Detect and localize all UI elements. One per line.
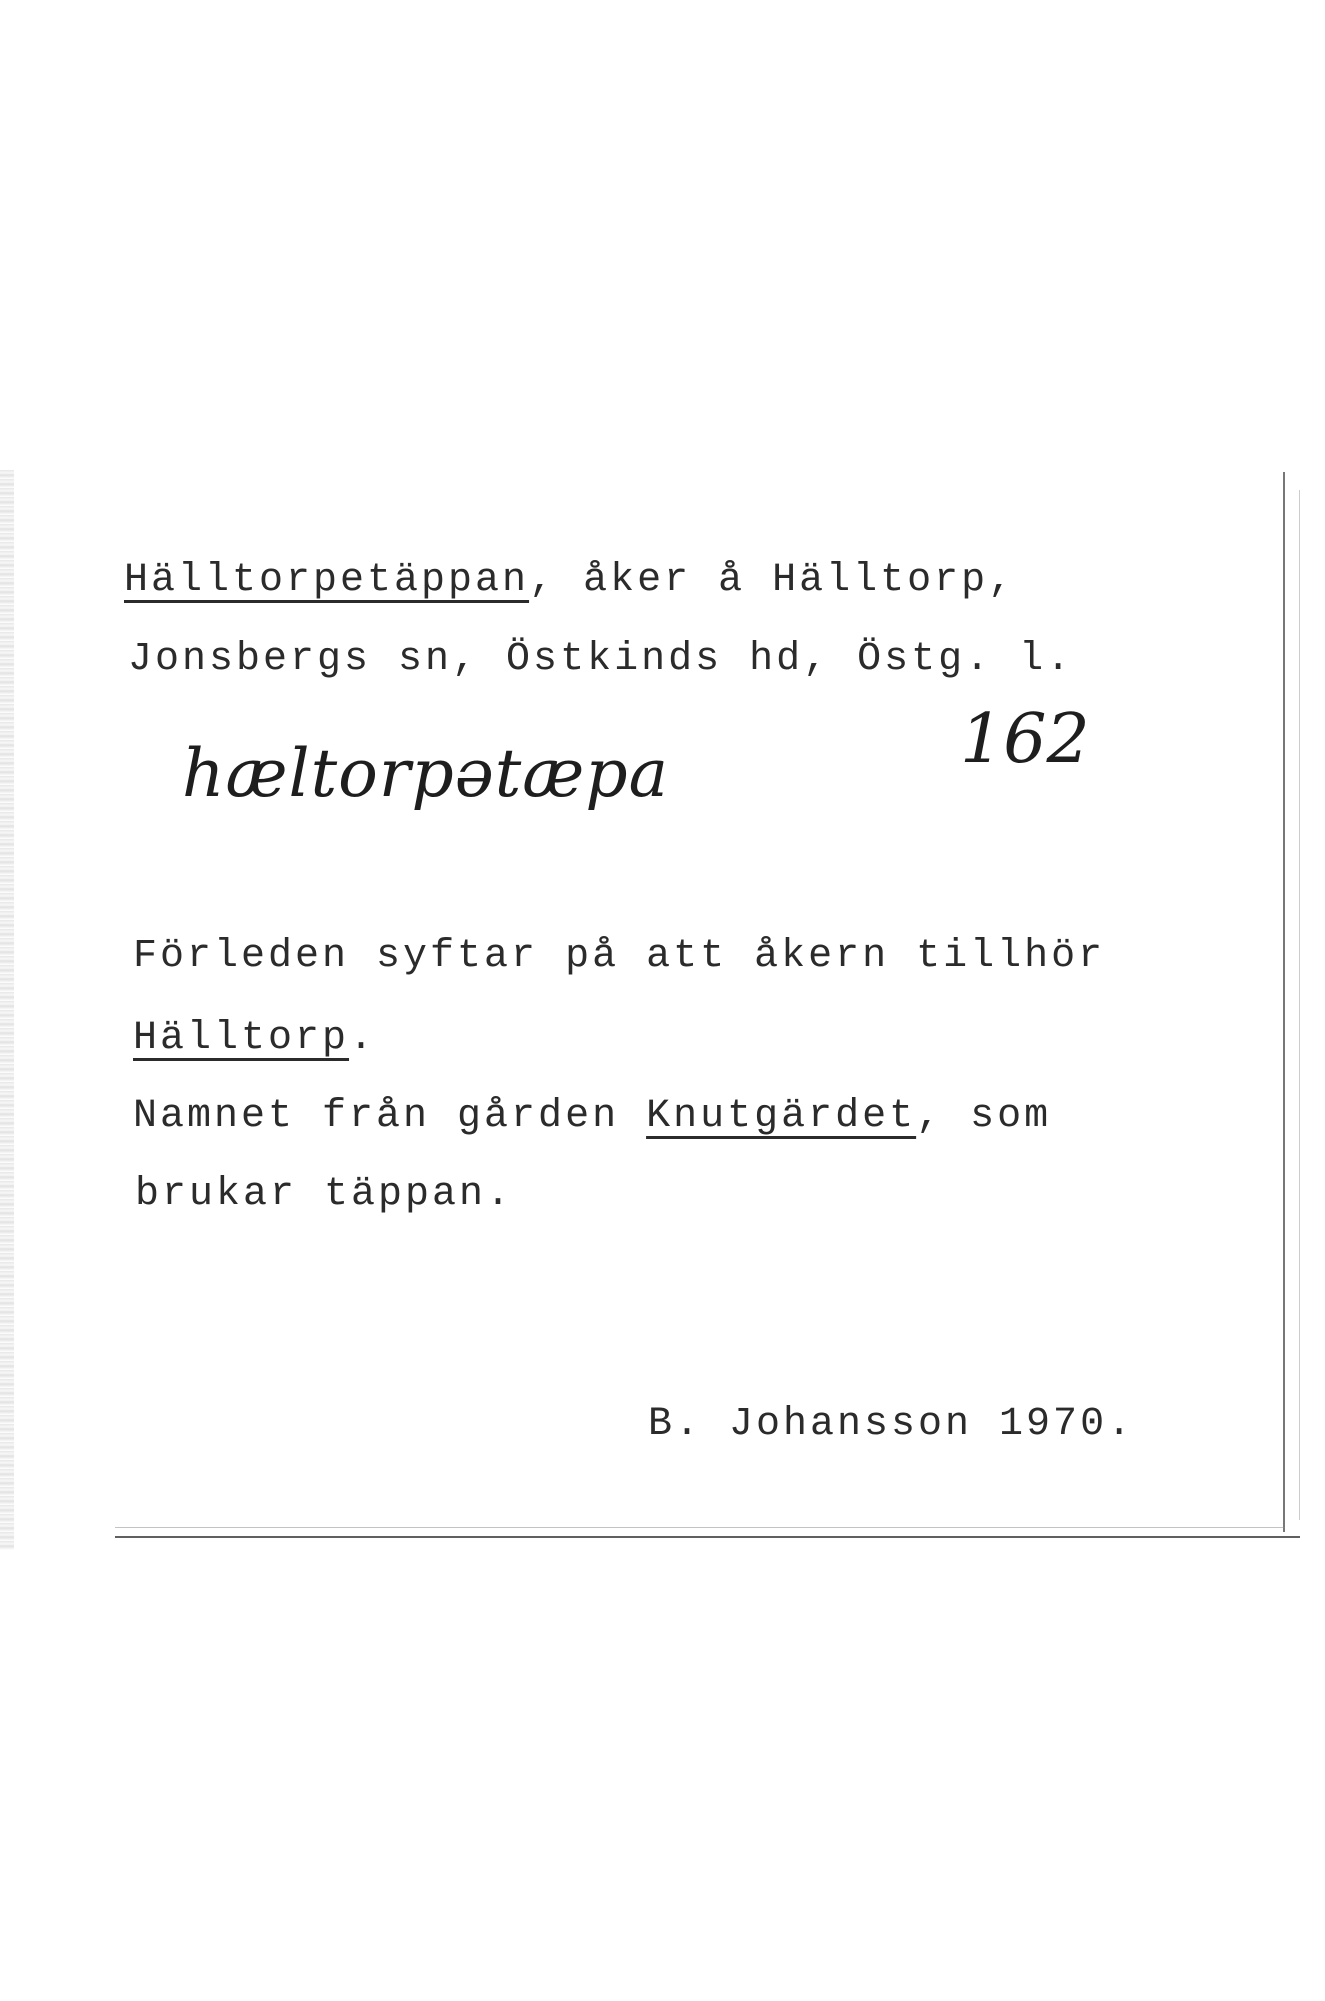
body-line-3-before: Namnet från gården <box>133 1094 647 1139</box>
card-bottom-border-shadow <box>115 1527 1285 1528</box>
phonetic-transcription: hæltorpətæpa <box>182 735 669 812</box>
signature: B. Johansson 1970. <box>648 1402 1135 1447</box>
body-line-3 <box>133 1094 1051 1139</box>
heading-line <box>124 558 1015 603</box>
place-name-knutgardet: Knutgärdet <box>646 1094 917 1139</box>
place-name-halltorp: Hälltorp <box>133 1016 350 1061</box>
card-bottom-border <box>115 1536 1300 1538</box>
card-right-border <box>1283 472 1285 1532</box>
body-line-2 <box>133 1016 376 1061</box>
card-number: 162 <box>960 700 1090 779</box>
heading-rest: , åker å Hälltorp, <box>529 558 1016 603</box>
card-right-border-shadow <box>1299 490 1300 1520</box>
body-line-2-rest: . <box>349 1016 377 1061</box>
scan-edge-artifact <box>0 470 14 1550</box>
body-line-3-after: , som <box>916 1094 1052 1139</box>
headword: Hälltorpetäppan <box>124 558 530 603</box>
body-line-4: brukar täppan. <box>135 1172 514 1217</box>
body-line-1: Förleden syftar på att åkern tillhör <box>133 934 1106 979</box>
index-card <box>18 472 1303 1535</box>
location-line: Jonsbergs sn, Östkinds hd, Östg. l. <box>128 637 1074 682</box>
